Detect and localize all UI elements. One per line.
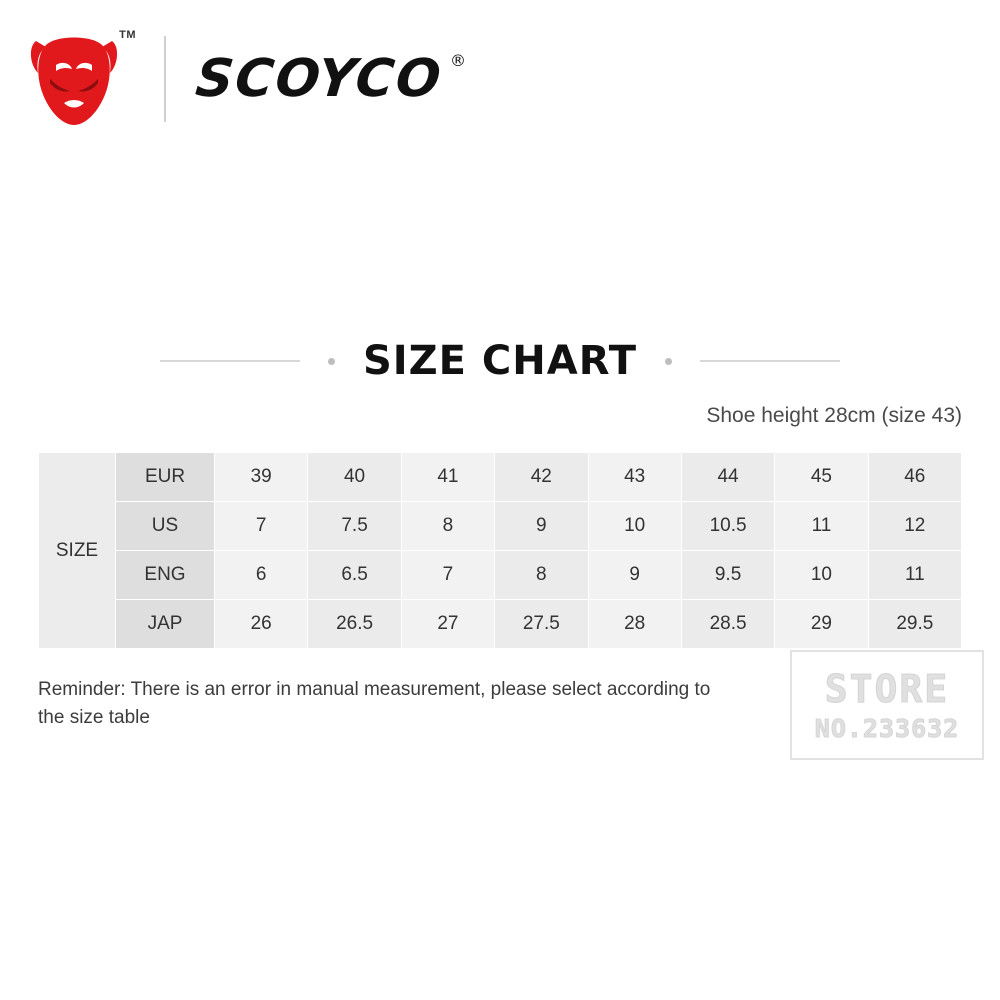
cell-us-4: 10 xyxy=(588,502,681,551)
store-watermark xyxy=(790,650,984,760)
page-title-text: SIZE CHART xyxy=(362,338,638,384)
reminder-text: Reminder: There is an error in manual measurement, please select according to the size table xyxy=(38,679,711,728)
table-row xyxy=(39,453,962,502)
cell-eng-3: 8 xyxy=(495,551,588,600)
cell-jap-5: 28.5 xyxy=(681,600,774,649)
cell-eng-2: 7 xyxy=(401,551,494,600)
brand-wordmark xyxy=(192,49,469,109)
cell-eng-6: 10 xyxy=(775,551,868,600)
bull-head-icon xyxy=(26,27,136,131)
row-label-eur: EUR xyxy=(116,453,215,502)
title-rule-left xyxy=(160,360,300,362)
cell-us-3: 9 xyxy=(495,502,588,551)
table-corner-label: SIZE xyxy=(39,453,116,649)
page-title xyxy=(0,338,1000,384)
cell-eng-1: 6.5 xyxy=(308,551,401,600)
cell-eur-0: 39 xyxy=(215,453,308,502)
cell-eur-7: 46 xyxy=(868,453,961,502)
cell-eur-3: 42 xyxy=(495,453,588,502)
table-row xyxy=(39,600,962,649)
brand-header xyxy=(26,24,486,134)
cell-us-1: 7.5 xyxy=(308,502,401,551)
cell-jap-0: 26 xyxy=(215,600,308,649)
table-row xyxy=(39,502,962,551)
title-dot-left xyxy=(328,358,335,365)
row-label-eng: ENG xyxy=(116,551,215,600)
cell-jap-1: 26.5 xyxy=(308,600,401,649)
size-chart-table xyxy=(38,452,962,649)
cell-eur-5: 44 xyxy=(681,453,774,502)
cell-jap-3: 27.5 xyxy=(495,600,588,649)
cell-eng-7: 11 xyxy=(868,551,961,600)
trademark-mark: TM xyxy=(119,29,136,41)
shoe-height-note: Shoe height 28cm (size 43) xyxy=(706,404,962,427)
watermark-line-1: STORE xyxy=(824,666,950,711)
cell-us-0: 7 xyxy=(215,502,308,551)
registered-mark: ® xyxy=(450,51,469,70)
title-dot-right xyxy=(665,358,672,365)
brand-wordmark-text: SCOYCO xyxy=(192,49,446,109)
table-row xyxy=(39,551,962,600)
brand-divider xyxy=(164,36,166,122)
cell-eng-0: 6 xyxy=(215,551,308,600)
cell-eur-4: 43 xyxy=(588,453,681,502)
row-label-jap: JAP xyxy=(116,600,215,649)
cell-us-6: 11 xyxy=(775,502,868,551)
cell-us-2: 8 xyxy=(401,502,494,551)
cell-jap-7: 29.5 xyxy=(868,600,961,649)
cell-jap-6: 29 xyxy=(775,600,868,649)
cell-jap-4: 28 xyxy=(588,600,681,649)
row-label-us: US xyxy=(116,502,215,551)
cell-us-7: 12 xyxy=(868,502,961,551)
cell-eur-1: 40 xyxy=(308,453,401,502)
cell-jap-2: 27 xyxy=(401,600,494,649)
cell-us-5: 10.5 xyxy=(681,502,774,551)
cell-eur-2: 41 xyxy=(401,453,494,502)
watermark-line-2: NO.233632 xyxy=(814,713,960,743)
cell-eng-5: 9.5 xyxy=(681,551,774,600)
title-rule-right xyxy=(700,360,840,362)
cell-eur-6: 45 xyxy=(775,453,868,502)
cell-eng-4: 9 xyxy=(588,551,681,600)
